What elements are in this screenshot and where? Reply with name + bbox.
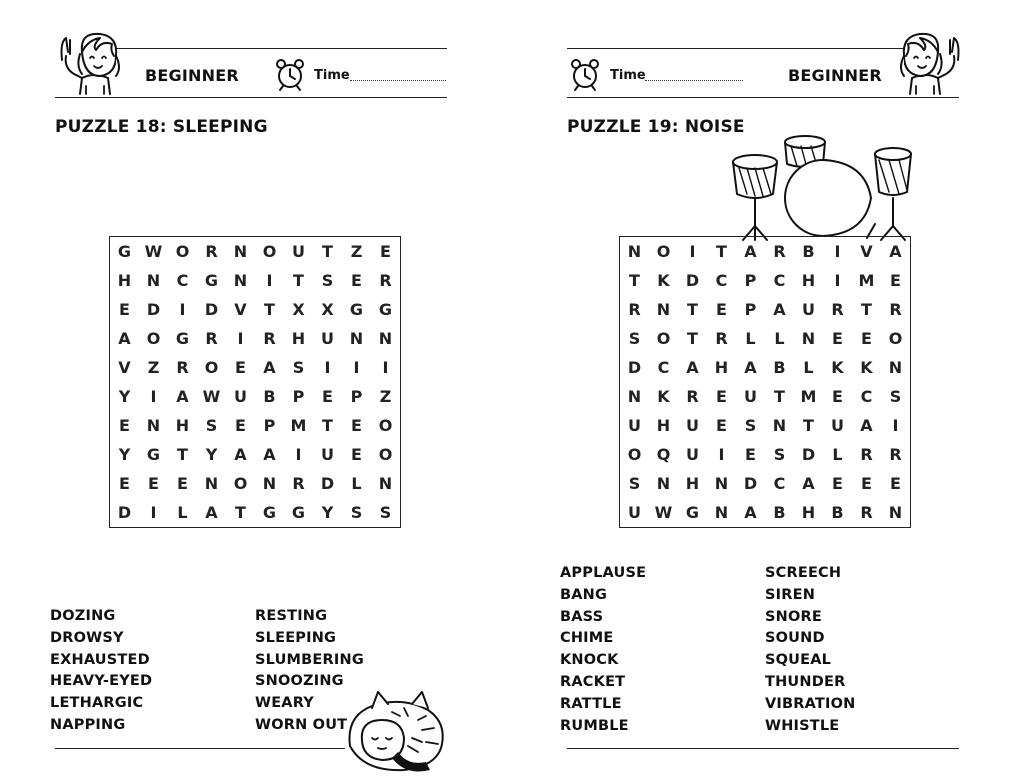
grid-letter[interactable]: W	[144, 242, 163, 261]
grid-letter[interactable]: L	[774, 329, 785, 348]
grid-letter[interactable]: I	[382, 358, 389, 377]
grid-letter[interactable]: T	[774, 387, 785, 406]
grid-letter[interactable]: R	[205, 242, 218, 261]
grid-letter[interactable]: U	[628, 416, 641, 435]
grid-letter[interactable]: V	[234, 300, 247, 319]
grid-letter[interactable]: D	[117, 503, 132, 522]
grid-letter[interactable]: A	[686, 358, 699, 377]
grid-letter[interactable]: D	[320, 474, 335, 493]
grid-letter[interactable]: E	[380, 242, 391, 261]
grid-letter[interactable]: N	[146, 271, 161, 290]
grid-letter[interactable]: R	[860, 503, 873, 522]
grid-letter[interactable]: A	[234, 445, 247, 464]
word-list-item: WEARY	[255, 695, 314, 712]
grid-letter[interactable]: A	[860, 416, 873, 435]
grid-letter[interactable]: C	[773, 474, 786, 493]
grid-letter[interactable]: D	[627, 358, 642, 377]
grid-letter[interactable]: C	[860, 387, 873, 406]
word-list-item: APPLAUSE	[560, 565, 647, 581]
grid-letter[interactable]: P	[744, 300, 757, 319]
grid-letter[interactable]: Z	[379, 387, 392, 406]
grid-letter[interactable]: G	[349, 300, 364, 319]
left-word-search-grid	[109, 236, 401, 528]
grid-letter[interactable]: R	[831, 300, 844, 319]
grid-letter[interactable]: R	[715, 329, 728, 348]
grid-letter[interactable]: Y	[205, 445, 218, 464]
grid-letter[interactable]: S	[628, 329, 641, 348]
grid-letter[interactable]: N	[349, 329, 364, 348]
grid-letter[interactable]: E	[235, 358, 246, 377]
grid-letter[interactable]: O	[204, 358, 219, 377]
grid-letter[interactable]: U	[234, 387, 247, 406]
grid-letter[interactable]: S	[321, 271, 334, 290]
sleeping-tiger-icon	[342, 686, 452, 776]
word-list-item: SNOOZING	[255, 673, 344, 690]
word-list-item: BANG	[560, 586, 608, 603]
grid-letter[interactable]: A	[744, 242, 757, 261]
grid-letter[interactable]: E	[177, 474, 188, 493]
grid-letter[interactable]: I	[179, 300, 186, 319]
grid-letter[interactable]: R	[176, 358, 189, 377]
grid-letter[interactable]: N	[714, 474, 729, 493]
grid-letter[interactable]: B	[773, 358, 786, 377]
grid-letter[interactable]: I	[266, 271, 273, 290]
drum-kit-icon	[725, 132, 925, 244]
grid-letter[interactable]: I	[689, 242, 696, 261]
grid-letter[interactable]: U	[321, 329, 334, 348]
kid-mascot-icon	[52, 30, 142, 100]
grid-letter[interactable]: D	[801, 445, 816, 464]
word-list-item: SQUEAL	[765, 652, 832, 669]
grid-letter[interactable]: U	[686, 445, 699, 464]
grid-letter[interactable]: E	[322, 387, 333, 406]
grid-letter[interactable]: R	[205, 329, 218, 348]
grid-letter[interactable]: V	[118, 358, 131, 377]
right-footer-rule	[567, 748, 959, 749]
grid-letter[interactable]: N	[204, 474, 219, 493]
grid-letter[interactable]: Z	[350, 242, 363, 261]
grid-letter[interactable]: N	[888, 503, 903, 522]
right-header-top-rule	[567, 48, 907, 49]
word-list-item: CHIME	[560, 630, 614, 647]
grid-letter[interactable]: S	[744, 416, 757, 435]
grid-letter[interactable]: E	[716, 416, 727, 435]
grid-letter[interactable]: L	[832, 445, 843, 464]
word-list-item: DROWSY	[50, 629, 124, 646]
word-list-item: HEAVY-EYED	[50, 673, 153, 690]
grid-letter[interactable]: K	[831, 358, 844, 377]
word-list-item: WORN OUT	[255, 717, 348, 733]
grid-letter[interactable]: O	[262, 242, 277, 261]
grid-letter[interactable]: T	[629, 271, 640, 290]
grid-letter[interactable]: E	[119, 474, 130, 493]
grid-letter[interactable]: O	[233, 474, 248, 493]
grid-letter[interactable]: R	[860, 445, 873, 464]
grid-letter[interactable]: H	[714, 358, 729, 377]
grid-letter[interactable]: K	[657, 387, 670, 406]
grid-letter[interactable]: L	[803, 358, 814, 377]
grid-letter[interactable]: E	[351, 416, 362, 435]
grid-letter[interactable]: Q	[656, 445, 671, 464]
grid-letter[interactable]: G	[175, 329, 190, 348]
grid-letter[interactable]: S	[292, 358, 305, 377]
grid-letter[interactable]: U	[686, 416, 699, 435]
grid-letter[interactable]: T	[322, 416, 333, 435]
grid-letter[interactable]: S	[205, 416, 218, 435]
left-level-label: BEGINNER	[145, 66, 239, 85]
word-list-item: BASS	[560, 608, 604, 625]
word-list-item: RACKET	[560, 674, 626, 690]
grid-letter[interactable]: R	[889, 445, 902, 464]
grid-letter[interactable]: Y	[118, 445, 131, 464]
grid-letter[interactable]: W	[202, 387, 221, 406]
grid-letter[interactable]: N	[714, 503, 729, 522]
grid-letter[interactable]: N	[233, 242, 248, 261]
word-list-item: KNOCK	[560, 652, 619, 669]
grid-letter[interactable]: D	[685, 271, 700, 290]
grid-letter[interactable]: N	[627, 242, 642, 261]
grid-letter[interactable]: N	[656, 300, 671, 319]
word-list-item: DOZING	[50, 608, 116, 624]
grid-letter[interactable]: I	[353, 358, 360, 377]
left-puzzle-title: PUZZLE 18: SLEEPING	[55, 117, 268, 137]
grid-letter[interactable]: I	[150, 387, 157, 406]
grid-letter[interactable]: K	[657, 271, 670, 290]
grid-letter[interactable]: M	[858, 271, 875, 290]
grid-letter[interactable]: E	[148, 474, 159, 493]
grid-letter[interactable]: T	[322, 242, 333, 261]
word-list-item: SOUND	[765, 630, 825, 647]
grid-letter[interactable]: O	[888, 329, 903, 348]
grid-letter[interactable]: M	[800, 387, 817, 406]
grid-letter[interactable]: L	[745, 329, 756, 348]
grid-letter[interactable]: E	[745, 445, 756, 464]
grid-letter[interactable]: N	[378, 329, 393, 348]
grid-letter[interactable]: H	[801, 271, 816, 290]
left-header-top-rule	[100, 48, 447, 49]
grid-letter[interactable]: C	[657, 358, 670, 377]
grid-letter[interactable]: E	[716, 387, 727, 406]
grid-letter[interactable]: T	[716, 242, 727, 261]
grid-letter[interactable]: E	[861, 474, 872, 493]
grid-letter[interactable]: V	[860, 242, 873, 261]
grid-letter[interactable]: O	[656, 242, 671, 261]
grid-letter[interactable]: T	[177, 445, 188, 464]
grid-letter[interactable]: E	[832, 387, 843, 406]
grid-letter[interactable]: U	[321, 445, 334, 464]
grid-letter[interactable]: N	[656, 474, 671, 493]
grid-letter[interactable]: P	[350, 387, 363, 406]
grid-letter[interactable]: E	[832, 474, 843, 493]
grid-letter[interactable]: X	[321, 300, 334, 319]
grid-letter[interactable]: E	[119, 300, 130, 319]
word-list-item: SLUMBERING	[255, 651, 364, 668]
left-time-field[interactable]	[350, 80, 446, 81]
grid-letter[interactable]: R	[773, 242, 786, 261]
grid-letter[interactable]: B	[773, 503, 786, 522]
grid-letter[interactable]: A	[205, 503, 218, 522]
word-list-item: EXHAUSTED	[50, 651, 150, 668]
grid-letter[interactable]: G	[291, 503, 306, 522]
grid-letter[interactable]: C	[773, 271, 786, 290]
grid-letter[interactable]: T	[803, 416, 814, 435]
grid-letter[interactable]: A	[802, 474, 815, 493]
grid-letter[interactable]: I	[324, 358, 331, 377]
right-level-label: BEGINNER	[788, 66, 882, 85]
grid-letter[interactable]: E	[351, 445, 362, 464]
grid-letter[interactable]: T	[687, 300, 698, 319]
word-list-item: SIREN	[765, 586, 816, 603]
grid-letter[interactable]: E	[716, 300, 727, 319]
grid-letter[interactable]: A	[176, 387, 189, 406]
word-list-item: SNORE	[765, 608, 822, 625]
word-list-item: WHISTLE	[765, 717, 840, 734]
grid-letter[interactable]: C	[715, 271, 728, 290]
grid-letter[interactable]: U	[802, 300, 815, 319]
grid-letter[interactable]: I	[834, 242, 841, 261]
grid-letter[interactable]: B	[831, 503, 844, 522]
grid-letter[interactable]: D	[146, 300, 161, 319]
grid-letter[interactable]: M	[290, 416, 307, 435]
grid-letter[interactable]: N	[772, 416, 787, 435]
grid-letter[interactable]: N	[262, 474, 277, 493]
grid-letter[interactable]: A	[889, 242, 902, 261]
grid-letter[interactable]: T	[861, 300, 872, 319]
grid-letter[interactable]: H	[685, 474, 700, 493]
grid-letter[interactable]: H	[801, 503, 816, 522]
grid-letter[interactable]: E	[235, 416, 246, 435]
alarm-clock-icon	[275, 58, 305, 92]
grid-letter[interactable]: W	[654, 503, 673, 522]
grid-letter[interactable]: H	[117, 271, 132, 290]
grid-letter[interactable]: R	[263, 329, 276, 348]
grid-letter[interactable]: S	[350, 503, 363, 522]
grid-letter[interactable]: N	[888, 358, 903, 377]
grid-letter[interactable]: E	[832, 329, 843, 348]
grid-letter[interactable]: I	[295, 445, 302, 464]
grid-letter[interactable]: S	[889, 387, 902, 406]
grid-letter[interactable]: P	[744, 271, 757, 290]
grid-letter[interactable]: R	[628, 300, 641, 319]
grid-letter[interactable]: R	[292, 474, 305, 493]
grid-letter[interactable]: D	[743, 474, 758, 493]
word-list-item: RESTING	[255, 608, 328, 624]
grid-letter[interactable]: R	[379, 271, 392, 290]
grid-letter[interactable]: A	[263, 358, 276, 377]
grid-letter[interactable]: Y	[321, 503, 334, 522]
grid-letter[interactable]: G	[204, 271, 219, 290]
word-list-item: SCREECH	[765, 565, 842, 581]
grid-letter[interactable]: O	[627, 445, 642, 464]
grid-letter[interactable]: N	[801, 329, 816, 348]
grid-letter[interactable]: T	[687, 329, 698, 348]
grid-letter[interactable]: I	[150, 503, 157, 522]
grid-letter[interactable]: I	[892, 416, 899, 435]
grid-letter[interactable]: L	[351, 474, 362, 493]
grid-letter[interactable]: G	[146, 445, 161, 464]
grid-letter[interactable]: T	[293, 271, 304, 290]
grid-letter[interactable]: E	[890, 271, 901, 290]
grid-letter[interactable]: G	[685, 503, 700, 522]
grid-letter[interactable]: R	[686, 387, 699, 406]
grid-letter[interactable]: A	[773, 300, 786, 319]
grid-letter[interactable]: O	[146, 329, 161, 348]
word-list-item: SLEEPING	[255, 629, 337, 646]
left-footer-rule	[55, 748, 345, 749]
word-list-item: THUNDER	[765, 674, 846, 690]
grid-letter[interactable]: N	[627, 387, 642, 406]
grid-letter[interactable]: I	[718, 445, 725, 464]
word-list-item: RUMBLE	[560, 717, 629, 734]
grid-letter[interactable]: Z	[147, 358, 160, 377]
grid-letter[interactable]: A	[744, 503, 757, 522]
grid-letter[interactable]: G	[117, 242, 132, 261]
grid-letter[interactable]: U	[744, 387, 757, 406]
right-time-field[interactable]	[645, 80, 743, 81]
grid-letter[interactable]: B	[802, 242, 815, 261]
grid-letter[interactable]: S	[628, 474, 641, 493]
grid-letter[interactable]: H	[175, 416, 190, 435]
grid-letter[interactable]: T	[264, 300, 275, 319]
grid-letter[interactable]: C	[176, 271, 189, 290]
grid-letter[interactable]: D	[204, 300, 219, 319]
grid-letter[interactable]: I	[237, 329, 244, 348]
grid-letter[interactable]: O	[378, 416, 393, 435]
word-list-item: VIBRATION	[765, 695, 856, 712]
grid-letter[interactable]: R	[889, 300, 902, 319]
grid-letter[interactable]: N	[233, 271, 248, 290]
kid-mascot-icon	[878, 30, 968, 100]
grid-letter[interactable]: N	[378, 474, 393, 493]
grid-letter[interactable]: Y	[118, 387, 131, 406]
grid-letter[interactable]: E	[890, 474, 901, 493]
grid-letter[interactable]: U	[831, 416, 844, 435]
grid-letter[interactable]: O	[378, 445, 393, 464]
grid-letter[interactable]: G	[262, 503, 277, 522]
grid-letter[interactable]: S	[773, 445, 786, 464]
word-list-item: RATTLE	[560, 695, 622, 712]
grid-letter[interactable]: H	[656, 416, 671, 435]
grid-letter[interactable]: A	[263, 445, 276, 464]
grid-letter[interactable]: A	[118, 329, 131, 348]
grid-letter[interactable]: U	[628, 503, 641, 522]
alarm-clock-icon	[570, 58, 600, 92]
grid-letter[interactable]: T	[235, 503, 246, 522]
word-list-item: NAPPING	[50, 717, 126, 733]
grid-letter[interactable]: B	[263, 387, 276, 406]
grid-letter[interactable]: E	[119, 416, 130, 435]
grid-letter[interactable]: A	[744, 358, 757, 377]
grid-letter[interactable]: G	[378, 300, 393, 319]
grid-letter[interactable]: I	[834, 271, 841, 290]
left-time-label: Time	[314, 68, 350, 83]
right-time-label: Time	[610, 68, 646, 83]
grid-letter[interactable]: S	[379, 503, 392, 522]
grid-letter[interactable]: U	[292, 242, 305, 261]
grid-letter[interactable]: N	[146, 416, 161, 435]
grid-letter[interactable]: H	[291, 329, 306, 348]
grid-letter[interactable]: O	[175, 242, 190, 261]
grid-letter[interactable]: L	[177, 503, 188, 522]
grid-letter[interactable]: X	[292, 300, 305, 319]
grid-letter[interactable]: K	[860, 358, 873, 377]
grid-letter[interactable]: P	[292, 387, 305, 406]
grid-letter[interactable]: P	[263, 416, 276, 435]
right-puzzle-title: PUZZLE 19: NOISE	[567, 117, 745, 137]
right-word-search-grid	[619, 236, 911, 528]
grid-letter[interactable]: O	[656, 329, 671, 348]
grid-letter[interactable]: E	[351, 271, 362, 290]
grid-letter[interactable]: E	[861, 329, 872, 348]
word-list-item: LETHARGIC	[50, 695, 144, 712]
